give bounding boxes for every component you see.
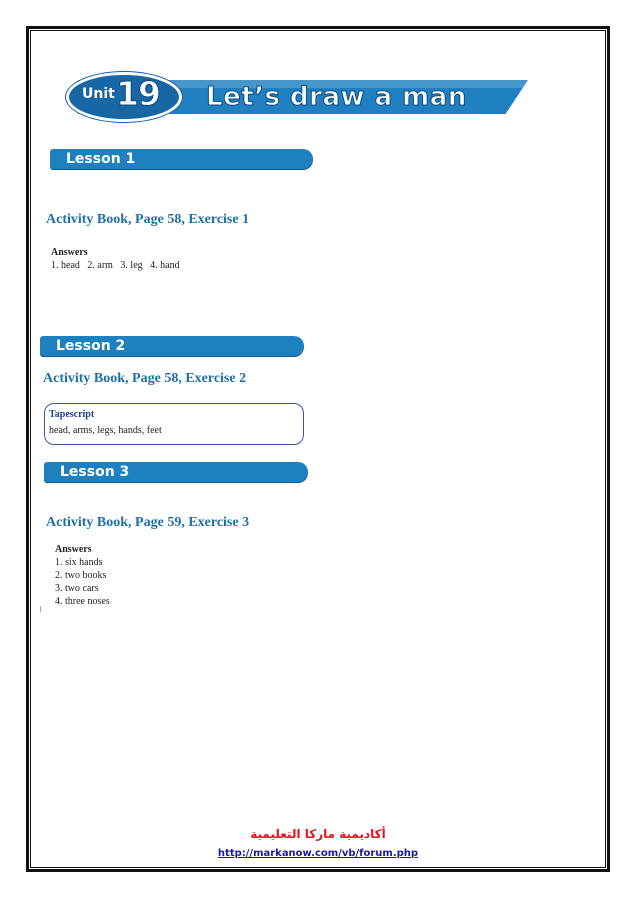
- tapescript-box: [44, 403, 304, 445]
- list-item: 2. two books: [55, 570, 107, 581]
- lesson-3-answers-heading: Answers: [55, 544, 92, 555]
- unit-number: 19: [116, 74, 160, 113]
- tapescript-heading: Tapescript: [49, 409, 95, 420]
- lesson-3-header: Lesson 3: [44, 462, 308, 482]
- list-item: 3. two cars: [55, 583, 99, 594]
- list-item: 1. six hands: [55, 557, 103, 568]
- unit-label: Unit: [82, 86, 115, 102]
- lesson-1-answers: [51, 246, 180, 272]
- lesson-3-answers-list: [55, 556, 110, 608]
- unit-title: Let’s draw a man: [206, 82, 467, 112]
- lesson-1-answers-line: 1. head 2. arm 3. leg 4. hand: [51, 260, 180, 271]
- footer-academy-name: أكاديمية ماركا التعليمية: [250, 827, 386, 841]
- unit-banner: [48, 72, 534, 124]
- tapescript-text: head, arms, legs, hands, feet: [49, 425, 162, 436]
- lesson-1-exercise-title: Activity Book, Page 58, Exercise 1: [46, 212, 250, 227]
- lesson-3-exercise-title: Activity Book, Page 59, Exercise 3: [46, 515, 250, 530]
- footer-forum-link[interactable]: http://markanow.com/vb/forum.php: [217, 848, 419, 859]
- lesson-2-header: Lesson 2: [40, 336, 304, 356]
- scan-mark: [40, 606, 41, 612]
- lesson-2-exercise-title: Activity Book, Page 58, Exercise 2: [43, 371, 247, 386]
- lesson-1-answers-heading: Answers: [51, 247, 88, 258]
- lesson-3-answers: [55, 543, 110, 608]
- list-item: 4. three noses: [55, 596, 110, 607]
- lesson-1-header: Lesson 1: [50, 149, 313, 169]
